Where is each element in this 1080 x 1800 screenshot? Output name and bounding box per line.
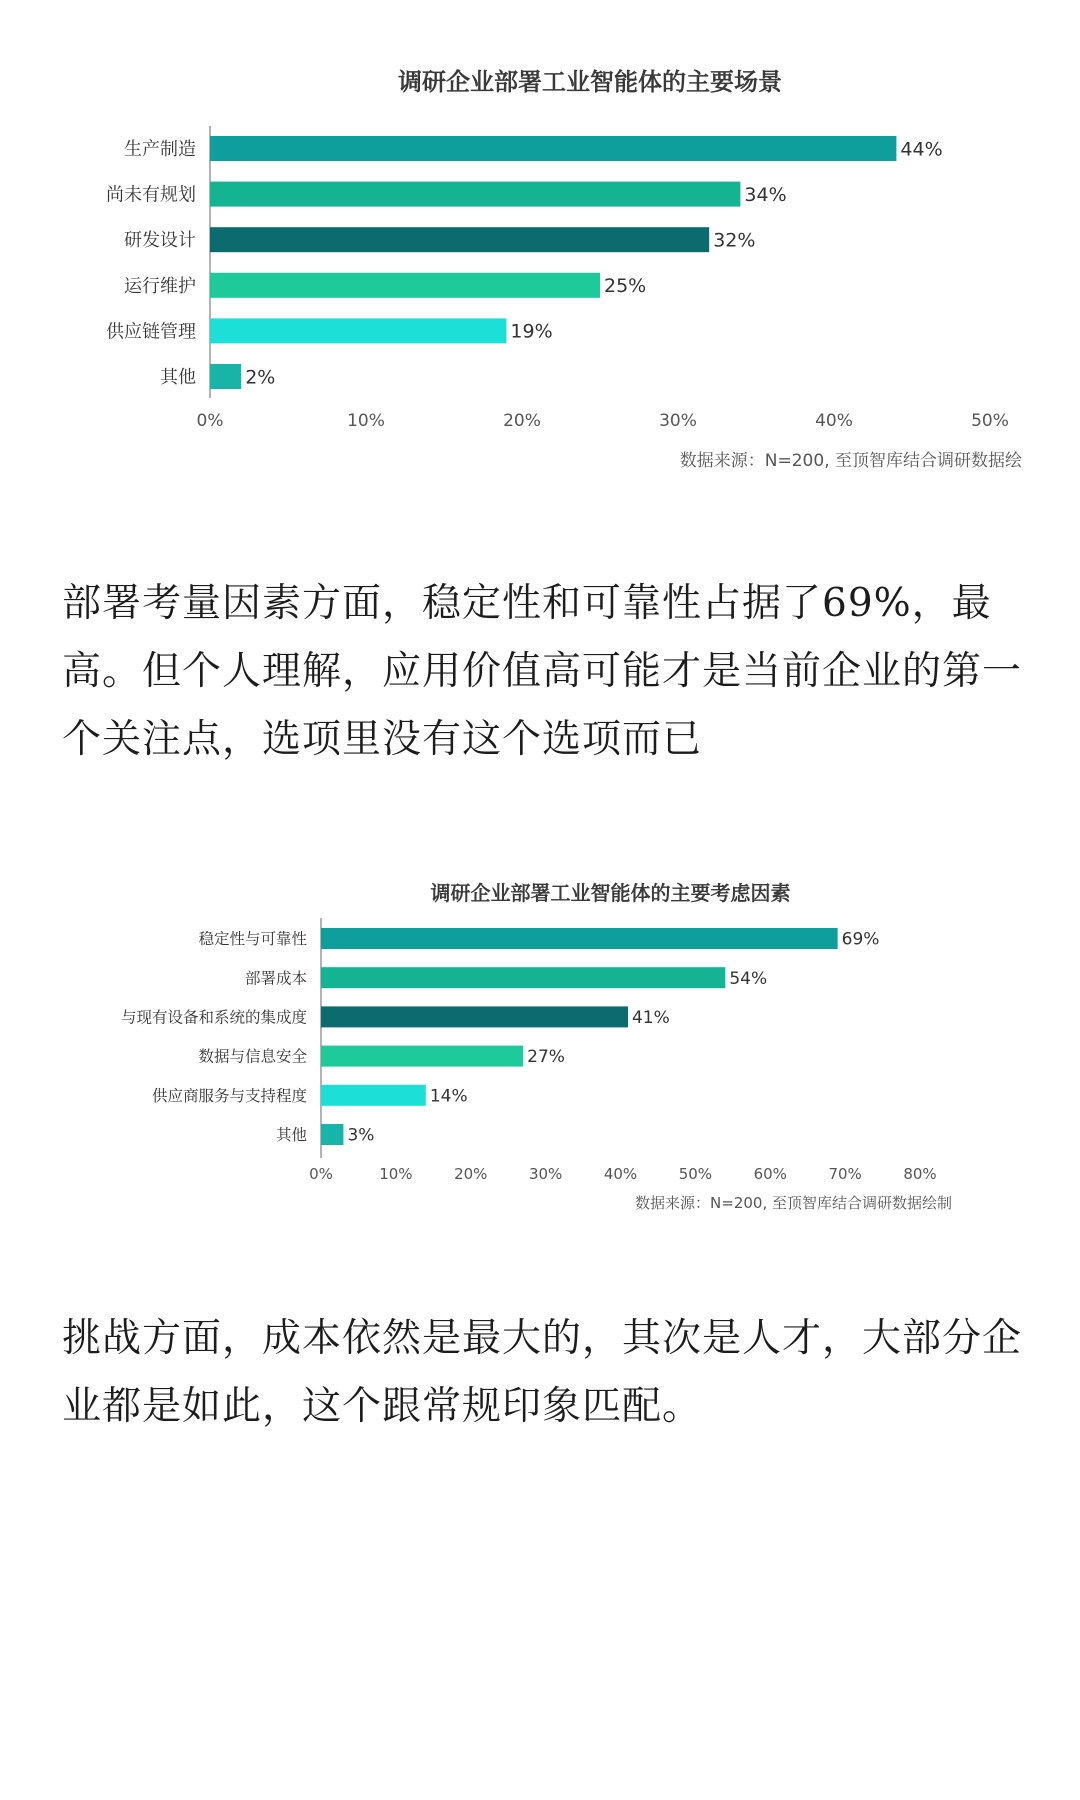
- x-tick-label: 10%: [379, 1165, 413, 1183]
- source-note: 数据来源：N=200, 至顶智库结合调研数据绘制: [635, 1194, 952, 1212]
- bar-6: [210, 364, 241, 389]
- category-label: 其他: [160, 366, 196, 388]
- chart-scenarios: [0, 58, 1080, 498]
- x-tick-label: 0%: [309, 1165, 333, 1183]
- bar-4: [210, 273, 600, 298]
- paragraph-deployment-factors: 部署考量因素方面，稳定性和可靠性占据了69%，最高。但个人理解，应用价值高可能才是当前企业的第一个关注点，选项里没有这个选项而已: [62, 581, 1023, 762]
- value-label: 34%: [744, 183, 787, 206]
- category-label: 供应商服务与支持程度: [151, 1086, 307, 1105]
- x-tick-label: 50%: [678, 1165, 713, 1183]
- category-label: 运行维护: [124, 275, 196, 297]
- value-label: 32%: [713, 229, 756, 252]
- value-label: 41%: [631, 1008, 670, 1029]
- category-label: 数据与信息安全: [198, 1047, 307, 1066]
- bar-5: [210, 318, 506, 343]
- category-label: 与现有设备和系统的集成度: [120, 1008, 307, 1027]
- chart-considerations-svg: [0, 872, 1080, 1228]
- paragraph-challenges: 挑战方面，成本依然是最大的，其次是人才，大部分企业都是如此，这个跟常规印象匹配。: [62, 1316, 1023, 1429]
- value-label: 27%: [527, 1047, 565, 1068]
- value-label: 44%: [900, 138, 943, 161]
- value-label: 3%: [347, 1125, 375, 1146]
- category-label: 尚未有规划: [106, 184, 196, 206]
- bar-4: [321, 1046, 523, 1067]
- x-tick-label: 20%: [503, 411, 541, 431]
- bar-2: [210, 182, 740, 207]
- x-tick-label: 80%: [903, 1165, 937, 1183]
- chart-considerations: [0, 872, 1080, 1228]
- x-tick-label: 50%: [971, 411, 1009, 431]
- value-label: 19%: [510, 320, 553, 343]
- x-tick-label: 60%: [753, 1165, 787, 1183]
- category-label: 研发设计: [124, 230, 196, 252]
- x-tick-label: 70%: [828, 1165, 862, 1183]
- bar-5: [321, 1085, 426, 1106]
- bar-3: [321, 1006, 628, 1027]
- x-tick-label: 10%: [347, 411, 385, 431]
- x-tick-label: 0%: [196, 411, 224, 431]
- value-label: 25%: [604, 275, 647, 298]
- x-tick-label: 20%: [454, 1165, 488, 1183]
- x-tick-label: 30%: [659, 411, 697, 431]
- category-label: 生产制造: [124, 138, 196, 160]
- bar-1: [321, 928, 838, 949]
- x-tick-label: 30%: [528, 1165, 563, 1183]
- chart-title: 调研企业部署工业智能体的主要考虑因素: [430, 881, 791, 905]
- category-label: 部署成本: [244, 969, 307, 988]
- value-label: 2%: [245, 366, 276, 389]
- category-label: 其他: [275, 1126, 307, 1145]
- bar-3: [210, 227, 709, 252]
- source-note: 数据来源：N=200, 至顶智库结合调研数据绘: [679, 451, 1022, 471]
- value-label: 54%: [729, 968, 768, 989]
- x-tick-label: 40%: [603, 1165, 638, 1183]
- chart-title: 调研企业部署工业智能体的主要场景: [398, 68, 782, 96]
- category-label: 稳定性与可靠性: [198, 930, 307, 949]
- value-label: 69%: [841, 929, 880, 950]
- bar-1: [210, 136, 896, 161]
- chart-scenarios-svg: [0, 58, 1080, 498]
- x-tick-label: 40%: [815, 411, 853, 431]
- category-label: 供应链管理: [106, 321, 196, 343]
- value-label: 14%: [429, 1086, 468, 1107]
- bar-6: [321, 1124, 343, 1145]
- bar-2: [321, 967, 725, 988]
